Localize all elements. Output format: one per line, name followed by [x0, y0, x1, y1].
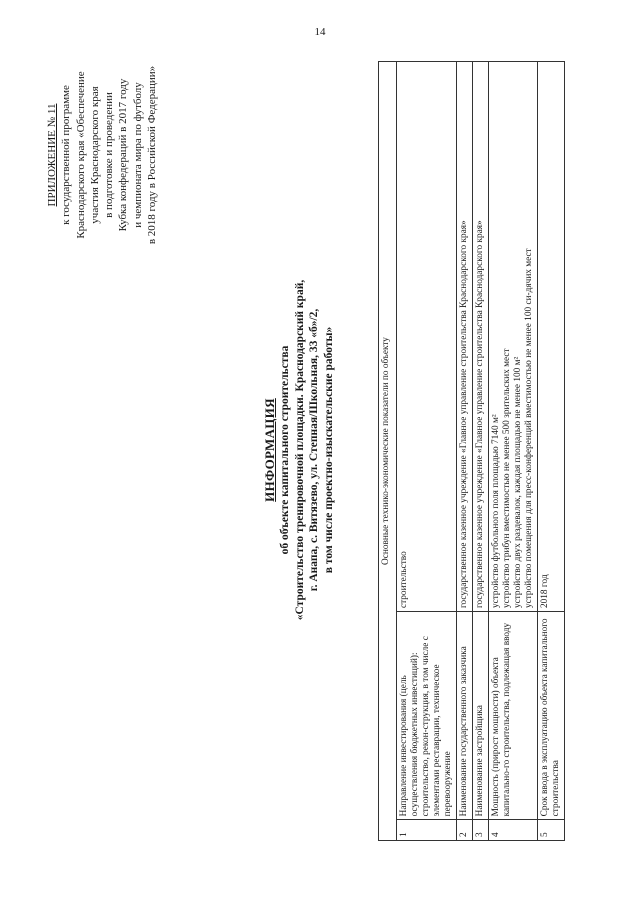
row-number: 2 — [457, 820, 473, 841]
title-main: ИНФОРМАЦИЯ — [262, 398, 277, 502]
table-row — [397, 62, 457, 841]
row-label: Направление инвестирования (цель осуществления бюджетных инвестиций): строительство, рекон-струкция, в том числе с элементами реставрации, техническое перевооружение — [397, 612, 457, 820]
appendix-block — [45, 60, 159, 250]
appendix-number: ПРИЛОЖЕНИЕ № 11 — [46, 103, 58, 207]
row-value: 2018 год — [538, 62, 565, 612]
capacity-line: устройство футбольного поля площадью 7140 м² — [491, 414, 501, 609]
row-value: строительство — [397, 62, 457, 612]
capacity-line: устройство двух раздевалок, каждая площадью не менее 100 м² — [513, 356, 523, 609]
appendix-line: участия Краснодарского края — [88, 86, 101, 224]
table-row — [489, 62, 538, 841]
info-table — [378, 61, 565, 841]
table-row — [473, 62, 489, 841]
table-header-row — [379, 62, 397, 841]
row-label: Наименование застройщика — [473, 612, 489, 820]
appendix-line: Краснодарского края «Обеспечение — [74, 71, 87, 239]
row-label: Срок ввода в эксплуатацию объекта капитального строительства — [538, 612, 565, 820]
title-line: г. Анапа, с. Витязево, ул. Степная/Школьная, 33 «б»/2, — [308, 308, 321, 592]
row-value: государственное казенное учреждение «Главное управление строительства Краснодарского края» — [457, 62, 473, 612]
title-line: в том числе проектно-изыскательские работы» — [323, 326, 336, 574]
title-line: об объекте капитального строительства — [278, 345, 291, 555]
row-number: 5 — [538, 820, 565, 841]
table-header: Основные технико-экономические показатели по объекту — [379, 62, 397, 841]
row-number: 1 — [397, 820, 457, 841]
table-row — [457, 62, 473, 841]
title-line: «Строительство тренировочной площадки. Краснодарский край, — [293, 279, 306, 621]
appendix-line: и чемпионата мира по футболу — [131, 82, 144, 228]
row-number: 3 — [473, 820, 489, 841]
appendix-line: в 2018 году в Российской Федерации» — [146, 65, 159, 245]
row-label: Наименование государственного заказчика — [457, 612, 473, 820]
table-row — [538, 62, 565, 841]
capacity-line: устройство помещения для пресс-конференций вместимостью не менее 100 си-дячих мест — [524, 248, 534, 609]
row-value-multiline — [489, 62, 538, 612]
appendix-line: в подготовке и проведении — [103, 92, 116, 218]
appendix-line: к государственной программе — [60, 85, 73, 225]
row-number: 4 — [489, 820, 538, 841]
document-title — [263, 55, 337, 845]
page-number: 14 — [314, 26, 326, 38]
capacity-line: устройство трибун вместимостью не менее 500 зрительских мест — [502, 348, 512, 609]
rotated-document — [45, 55, 605, 845]
row-value: государственное казенное учреждение «Главное управление строительства Краснодарского края» — [473, 62, 489, 612]
appendix-line: Кубка конфедераций в 2017 году — [117, 78, 130, 232]
row-label: Мощность (прирост мощности) объекта капитально-го строительства, подлежащая вводу — [489, 612, 538, 820]
